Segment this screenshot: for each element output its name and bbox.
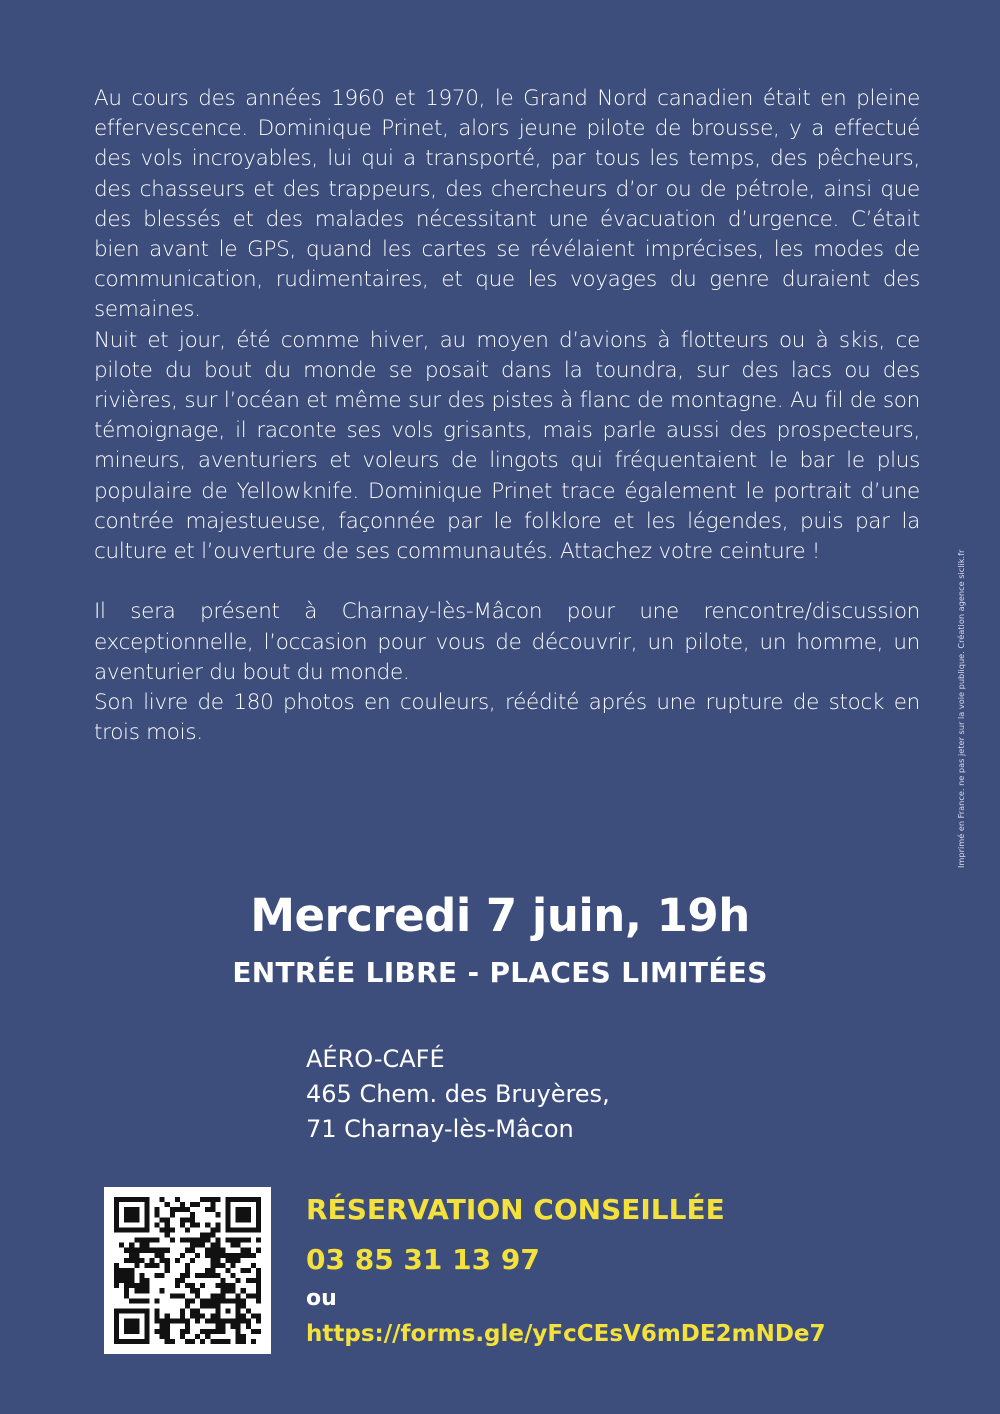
print-notice: Imprimé en France. ne pas jeter sur la voie publique. Création agence siclik.fr xyxy=(956,549,966,868)
reservation-or: ou xyxy=(306,1286,337,1311)
reservation-phone[interactable]: 03 85 31 13 97 xyxy=(306,1243,540,1276)
venue-street: 465 Chem. des Bruyères, xyxy=(306,1080,610,1108)
paragraph-book: Son livre de 180 photos en couleurs, réédité aprés une rupture de stock en trois mois. xyxy=(94,690,920,746)
reservation-block xyxy=(306,1190,826,1352)
qr-code[interactable] xyxy=(104,1187,271,1354)
event-date: Mercredi 7 juin, 19h xyxy=(250,889,750,942)
venue-name: AÉRO-CAFÉ xyxy=(306,1045,445,1073)
paragraph-flights: Nuit et jour, été comme hiver, au moyen d’avions à flotteurs ou à skis, ce pilote du bout du monde se posait dans la toundra, sur des lacs ou des rivières, sur l’océan et même sur des pistes à flanc de montagne. Au fil de son témoignage, il raconte ses vols grisants, mais parle aussi des prospecteurs, mineurs, aventuriers et voleurs de lingots qui fréquentaient le bar le plus populaire de Yellowknife. Dominique Prinet trace également le portrait d’une contrée majestueuse, façonnée par le folklore et les légendes, puis par la culture et l’ouverture de ses communautés. Attachez votre ceinture ! xyxy=(94,327,920,565)
reservation-link[interactable]: https://forms.gle/yFcCEsV6mDE2mNDe7 xyxy=(306,1321,826,1347)
paragraph-presence: Il sera présent à Charnay-lès-Mâcon pour une rencontre/discussion exceptionnelle, l’occasion pour vous de découvrir, un pilote, un homme, un aventurier du bout du monde. xyxy=(94,599,920,685)
event-entry-info: ENTRÉE LIBRE - PLACES LIMITÉES xyxy=(232,956,768,989)
venue-address xyxy=(306,1042,610,1147)
qr-code-icon xyxy=(114,1197,261,1344)
reservation-title: RÉSERVATION CONSEILLÉE xyxy=(306,1193,725,1226)
paragraph-intro: Au cours des années 1960 et 1970, le Grand Nord canadien était en pleine effervescence. Dominique Prinet, alors jeune pilote de brousse, y a effectué des vols incroyables, lui qui a transporté, par tous les temps, des pêcheurs, des chasseurs et des trappeurs, des chercheurs d’or ou de pétrole, ainsi que des blessés et des malades nécessitant une évacuation d’urgence. C’était bien avant le GPS, quand les cartes se révélaient imprécises, les modes de communication, rudimentaires, et que les voyages du genre duraient des semaines. xyxy=(94,86,920,323)
venue-city: 71 Charnay-lès-Mâcon xyxy=(306,1115,574,1143)
description-text xyxy=(94,84,920,748)
